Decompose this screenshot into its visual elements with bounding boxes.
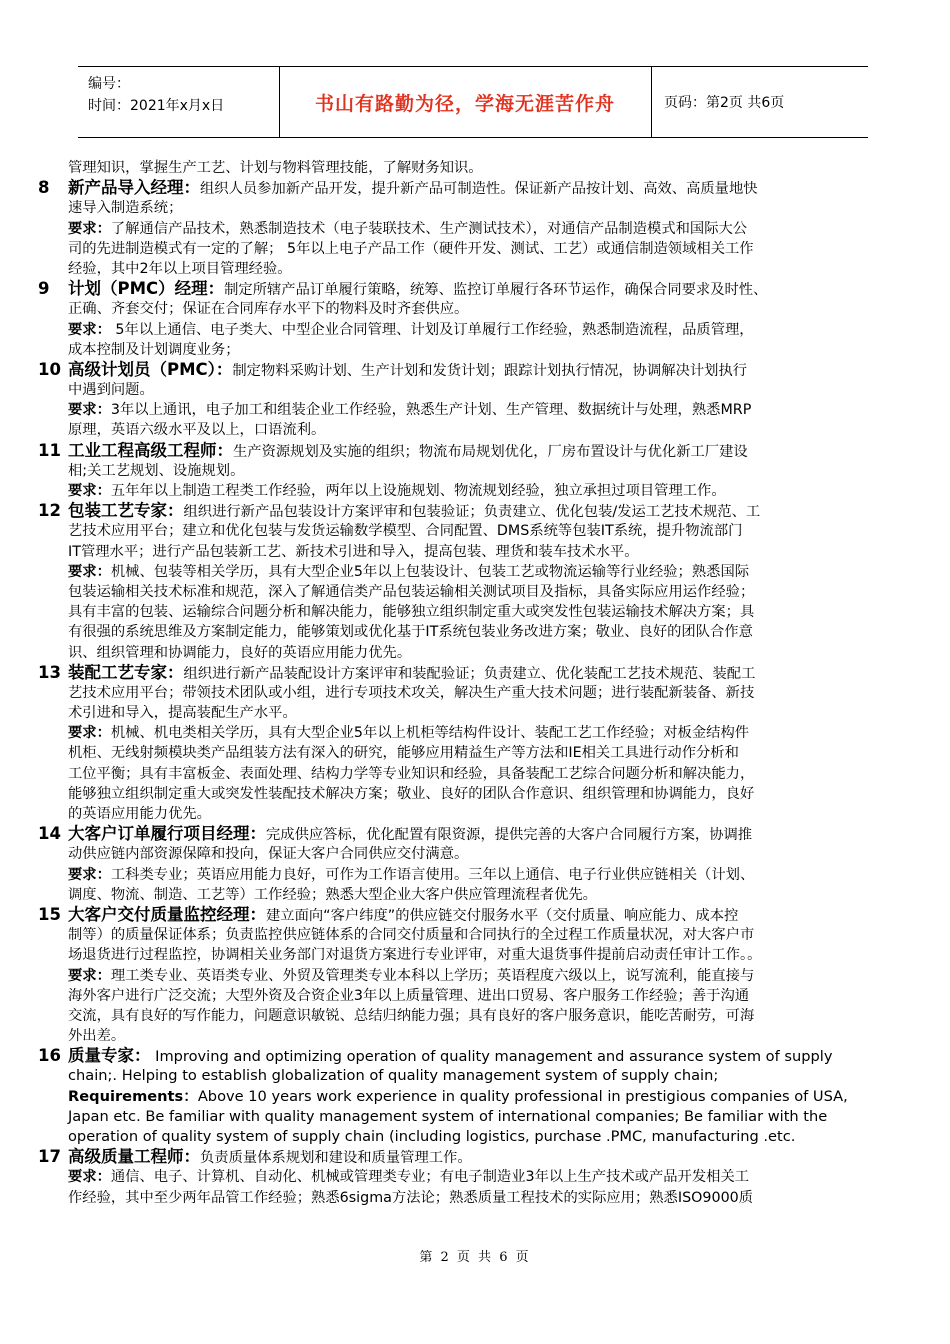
body-text-line: [38, 1087, 880, 1107]
body-text-line: [38, 219, 880, 239]
position-heading-line: [38, 279, 880, 299]
header-page-label: 页码：第2页 共6页: [664, 95, 785, 111]
item-number: 12: [38, 501, 61, 521]
position-heading-line: [38, 905, 880, 925]
line-text: operation of quality system of supply chain (including logistics, purchase .PMC, manufacturing .etc.: [68, 1128, 796, 1145]
line-text: 完成供应答标，优化配置有限资源，提供完善的大客户合同履行方案，协调推: [266, 827, 753, 844]
body-text-line: [38, 804, 880, 824]
body-text-line: [38, 945, 880, 965]
body-text-line: [38, 340, 880, 360]
line-text: 原理，英语六级水平及以上，口语流利。: [68, 422, 326, 439]
header-motto: 书山有路勤为径，学海无涯苦作舟: [314, 92, 615, 115]
line-text: 制定所辖产品订单履行策略，统筹、监控订单履行各环节运作，确保合同要求及时性、: [224, 282, 768, 299]
line-text: 外出差。: [68, 1028, 126, 1045]
line-text: 机械、机电类相关学历，具有大型企业5年以上机柜等结构件设计、装配工艺工作经验；对板金结构件: [110, 725, 750, 742]
requirements-label: 要求：: [68, 321, 111, 338]
body-text-line: [38, 582, 880, 602]
position-title: 高级计划员（PMC）：: [68, 359, 233, 379]
line-text: 组织进行新产品装配设计方案评审和装配验证；负责建立、优化装配工艺技术规范、装配工: [183, 665, 756, 682]
line-text: 交流，具有良好的写作能力，问题意识敏锐、总结归纳能力强；具有良好的客户服务意识，能吃苦耐劳，可海: [68, 1007, 755, 1024]
item-number: 17: [38, 1147, 61, 1167]
position-title: 新产品导入经理：: [68, 178, 200, 198]
line-text: 识、组织管理和协调能力，良好的英语应用能力优先。: [68, 644, 412, 661]
line-text: 中遇到问题。: [68, 382, 154, 399]
requirements-label: Requirements：: [68, 1087, 198, 1105]
body-text-line: [38, 1188, 880, 1208]
requirements-label: 要求：: [68, 725, 111, 742]
item-number: 16: [38, 1046, 61, 1066]
line-text: 场退货进行过程监控，协调相关业务部门对退货方案进行专业评审，对重大退货事件提前启动责任审计工作。。: [68, 947, 762, 964]
body-text-line: [38, 299, 880, 319]
line-text: 有很强的系统思维及方案制定能力，能够策划或优化基于IT系统包装业务改进方案；敬业、良好的团队合作意: [68, 624, 753, 641]
body-text-line: [38, 420, 880, 440]
line-text: 作经验，其中至少两年品管工作经验；熟悉6sigma方法论；熟悉质量工程技术的实际应用；熟悉ISO9000质: [68, 1189, 754, 1206]
position-title: 大客户交付质量监控经理：: [68, 904, 266, 924]
body-text-line: [38, 925, 880, 945]
line-text: 通信、电子、计算机、自动化、机械或管理类专业；有电子制造业3年以上生产技术或产品开发相关工: [110, 1169, 750, 1186]
line-text: 组织人员参加新产品开发，提升新产品可制造性。保证新产品按计划、高效、高质量地快: [200, 181, 758, 198]
header-divider-right: [651, 67, 652, 137]
item-number: 10: [38, 359, 61, 379]
line-text: 速导入制造系统；: [68, 200, 183, 217]
line-text: 建立面向“客户纬度”的供应链交付服务水平（交付质量、响应能力、成本控: [266, 907, 739, 924]
line-text: chain;. Helping to establish globalization of quality management system of supply chain;: [68, 1067, 719, 1085]
line-text: 术引进和导入，提高装配生产水平。: [68, 705, 297, 722]
line-text: 动供应链内部资源保障和投向，保证大客户合同供应交付满意。: [68, 846, 469, 863]
line-text: 工位平衡；具有丰富板金、表面处理、结构力学等专业知识和经验，具备装配工艺综合问题分析和解决能力，: [68, 765, 755, 782]
position-heading-line: [38, 178, 880, 198]
line-text: Japan etc. Be familiar with quality management system of international companies; Be familiar with the: [68, 1107, 828, 1125]
position-title: 质量专家：: [68, 1046, 151, 1066]
body-text-line: [38, 764, 880, 784]
position-title: 包装工艺专家：: [68, 501, 184, 521]
line-text: 生产资源规划及实施的组织；物流布局规划优化，厂房布置设计与优化新工厂建设: [233, 443, 748, 460]
line-text: 了解通信产品技术，熟悉制造技术（电子装联技术、生产测试技术），对通信产品制造模式和国际大公: [110, 220, 748, 237]
body-text-line: [38, 986, 880, 1006]
requirements-label: 要求：: [68, 220, 111, 237]
body-text-line: [38, 542, 880, 562]
requirements-label: 要求：: [68, 563, 111, 580]
line-text: 3年以上通讯，电子加工和组装企业工作经验，熟悉生产计划、生产管理、数据统计与处理，熟悉MRP: [110, 402, 752, 419]
body-text-line: [38, 259, 880, 279]
position-heading-line: [38, 441, 880, 461]
line-text: 机柜、无线射频模块类产品组装方法有深入的研究，能够应用精益生产等方法和IE相关工具进行动作分析和: [68, 745, 739, 762]
body-text-line: [38, 198, 880, 218]
item-number: 14: [38, 824, 61, 844]
body-text-line: [38, 622, 880, 642]
line-text: 五年年以上制造工程类工作经验，两年以上设施规划、物流规划经验，独立承担过项目管理工作。: [110, 483, 726, 499]
page-footer: 第 2 页 共 6 页: [419, 1250, 531, 1265]
body-text-line: [38, 521, 880, 541]
body-text-line: [38, 643, 880, 663]
line-text: 正确、齐套交付；保证在合同库存水平下的物料及时齐套供应。: [68, 301, 469, 318]
requirements-label: 要求：: [68, 967, 111, 984]
requirements-label: 要求：: [68, 1169, 111, 1186]
body-text-line: [38, 1127, 880, 1147]
line-text: 能够独立组织制定重大或突发性装配技术解决方案；敬业、良好的团队合作意识、组织管理和协调能力，良好: [68, 785, 755, 802]
position-heading-line: [38, 663, 880, 683]
body-text-line: [38, 844, 880, 864]
requirements-label: 要求：: [68, 866, 111, 883]
line-text: 相;关工艺规划、设施规划。: [68, 462, 245, 479]
line-text: 具有丰富的包装、运输综合问题分析和解决能力，能够独立组织制定重大或突发性包装运输技术解决方案；具: [68, 604, 755, 621]
body-text-line: [38, 602, 880, 622]
line-text: 组织进行新产品包装设计方案评审和包装验证；负责建立、优化包装/发运工艺技术规范、工: [183, 504, 761, 521]
position-heading-line: [38, 501, 880, 521]
requirements-label: 要求：: [68, 402, 111, 419]
position-title: 高级质量工程师：: [68, 1147, 200, 1167]
line-text: 5年以上通信、电子类大、中型企业合同管理、计划及订单履行工作经验，熟悉制造流程，品质管理，: [110, 321, 754, 338]
line-text: 艺技术应用平台；建立和优化包装与发货运输数学模型、合同配置、DMS系统等包装IT系统，提升物流部门: [68, 523, 743, 540]
position-title: 计划（PMC）经理：: [68, 279, 225, 299]
body-text-line: [38, 1167, 880, 1187]
line-text: 艺技术应用平台；带领技术团队或小组，进行专项技术攻关，解决生产重大技术问题；进行装配新装备、新技: [68, 684, 755, 701]
body-text-line: [38, 723, 880, 743]
line-text: 制等）的质量保证体系；负责监控供应链体系的合同交付质量和合同执行的全过程工作质量状况，对大客户市: [68, 927, 755, 944]
line-text: 调度、物流、制造、工艺等）工作经验；熟悉大型企业大客户供应管理流程者优先。: [68, 886, 597, 903]
line-text: Above 10 years work experience in quality professional in prestigious companies of USA,: [197, 1087, 848, 1105]
body-text-line: [38, 743, 880, 763]
item-number: 8: [38, 178, 50, 198]
item-number: 11: [38, 440, 61, 460]
body-text-line: [38, 380, 880, 400]
requirements-label: 要求：: [68, 483, 111, 499]
body-text-line: [38, 1006, 880, 1026]
body-text-line: [38, 703, 880, 723]
line-text: Improving and optimizing operation of quality management and assurance system of supply: [150, 1048, 833, 1066]
line-text: 负责质量体系规划和建设和质量管理工作。: [200, 1150, 472, 1167]
body-text-line: [38, 239, 880, 259]
position-title: 装配工艺专家：: [68, 662, 184, 682]
body-text-line: [38, 461, 880, 481]
line-text: 经验，其中2年以上项目管理经验。: [68, 260, 292, 277]
item-number: 15: [38, 904, 61, 924]
body-text-line: [38, 400, 880, 420]
line-text: 成本控制及计划调度业务；: [68, 341, 240, 358]
page-header: [78, 66, 868, 138]
body-text-line: [38, 1026, 880, 1046]
header-meta: [88, 73, 224, 117]
body-text-line: [38, 1107, 880, 1127]
line-text: 理工类专业、英语类专业、外贸及管理类专业本科以上学历；英语程度六级以上，说写流利，能直接与: [110, 967, 755, 984]
position-heading-line: [38, 1046, 880, 1066]
position-heading-line: [38, 1147, 880, 1167]
position-title: 工业工程高级工程师：: [68, 440, 233, 460]
position-title: 大客户订单履行项目经理：: [68, 824, 266, 844]
body-text-line: [38, 481, 880, 501]
body-text-line: [38, 158, 880, 178]
line-text: 机械、包装等相关学历，具有大型企业5年以上包装设计、包装工艺或物流运输等行业经验；熟悉国际: [110, 563, 750, 580]
document-body: [38, 158, 880, 1208]
line-text: 的英语应用能力优先。: [68, 806, 211, 822]
line-text: 制定物料采购计划、生产计划和发货计划；跟踪计划执行情况，协调解决计划执行: [232, 362, 748, 379]
document-time-label: 时间：2021年x月x日: [88, 98, 225, 114]
body-text-line: [38, 1066, 880, 1086]
line-text: 海外客户进行广泛交流；大型外资及合资企业3年以上质量管理、进出口贸易、客户服务工作经验；善于沟通: [68, 987, 750, 1004]
body-text-line: [38, 784, 880, 804]
body-text-line: [38, 562, 880, 582]
body-text-line: [38, 966, 880, 986]
position-heading-line: [38, 824, 880, 844]
line-text: 包装运输相关技术标准和规范，深入了解通信类产品包装运输相关测试项目及指标，具备实际应用运作经验；: [68, 583, 755, 600]
item-number: 13: [38, 662, 61, 682]
body-text-line: [38, 865, 880, 885]
body-text-line: [38, 885, 880, 905]
line-text: 工科类专业；英语应用能力良好，可作为工作语言使用。三年以上通信、电子行业供应链相关（计划、: [110, 866, 755, 883]
position-heading-line: [38, 360, 880, 380]
line-text: 管理知识，掌握生产工艺、计划与物料管理技能，了解财务知识。: [68, 160, 483, 176]
line-text: IT管理水平；进行产品包装新工艺、新技术引进和导入，提高包装、理货和装车技术水平。: [68, 543, 639, 560]
document-number-label: 编号：: [88, 76, 130, 92]
body-text-line: [38, 320, 880, 340]
line-text: 司的先进制造模式有一定的了解； 5年以上电子产品工作（硬件开发、测试、工艺）或通信制造领域相关工作: [68, 240, 754, 257]
body-text-line: [38, 683, 880, 703]
item-number: 9: [38, 279, 50, 299]
